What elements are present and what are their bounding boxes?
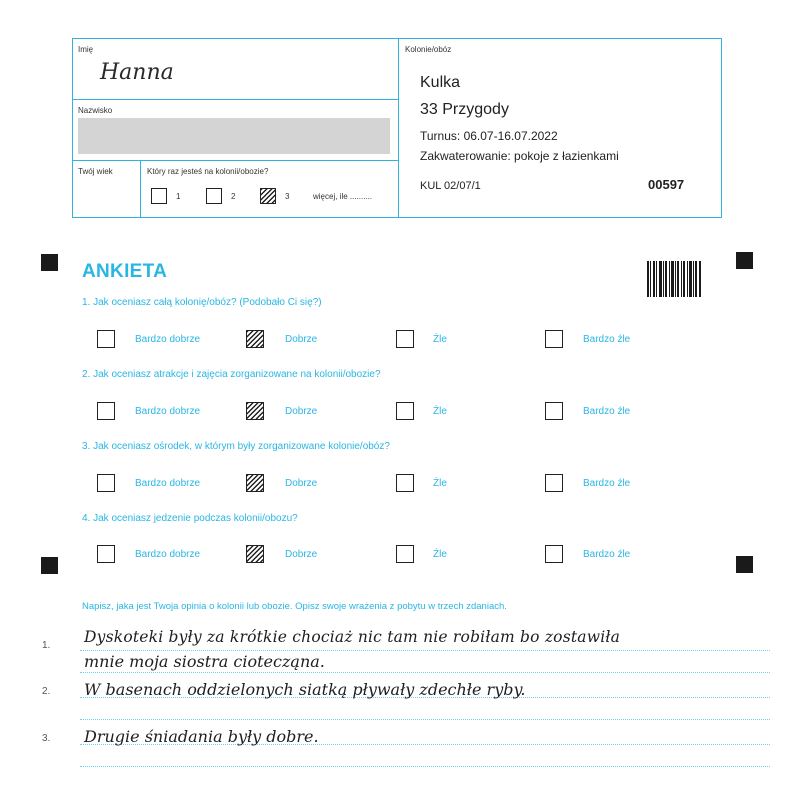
q3-option-bardzo-dobrze[interactable] xyxy=(97,474,115,492)
camp-code: KUL 02/07/1 xyxy=(420,180,481,192)
q2-label-bardzo-zle: Bardzo źle xyxy=(583,406,631,417)
camp-number: 00597 xyxy=(648,177,685,192)
q2-label-dobrze: Dobrze xyxy=(285,406,318,417)
wiek-label: Twój wiek xyxy=(78,167,113,176)
q4-option-dobrze[interactable] xyxy=(246,545,264,563)
line-number-1: 1. xyxy=(42,640,51,651)
nazwisko-redacted xyxy=(78,118,390,154)
header-divider xyxy=(72,160,398,161)
answer-1-line-1[interactable]: Dyskoteki były za krótkie chociaż nic tam nie robiłam bo zostawiła xyxy=(84,628,621,646)
line-number-2: 2. xyxy=(42,686,51,697)
ktory-raz-option-1: 1 xyxy=(176,192,181,201)
header-divider xyxy=(140,160,141,218)
header-divider xyxy=(72,99,398,100)
imie-value[interactable]: Hanna xyxy=(100,60,174,85)
survey-title: ANKIETA xyxy=(82,261,168,282)
q1-option-zle[interactable] xyxy=(396,330,414,348)
q2-option-bardzo-dobrze[interactable] xyxy=(97,402,115,420)
q4-option-bardzo-dobrze[interactable] xyxy=(97,545,115,563)
ktory-raz-checkbox-2[interactable] xyxy=(206,188,222,204)
answer-1-line-2[interactable]: mnie moja siostra ciotecząna. xyxy=(84,652,325,671)
registration-marker xyxy=(41,557,58,574)
q2-option-dobrze[interactable] xyxy=(246,402,264,420)
question-3-text: 3. Jak oceniasz ośrodek, w którym były zorganizowane kolonie/obóz? xyxy=(82,441,390,452)
answer-line xyxy=(80,650,770,651)
wiecej-label: więcej, ile .......... xyxy=(313,192,373,201)
q2-label-bardzo-dobrze: Bardzo dobrze xyxy=(135,406,201,417)
q1-label-zle: Źle xyxy=(433,334,447,345)
kolonie-label: Kolonie/obóz xyxy=(405,45,452,54)
camp-subtitle: 33 Przygody xyxy=(420,101,509,118)
nazwisko-label: Nazwisko xyxy=(78,106,113,115)
q3-label-bardzo-dobrze: Bardzo dobrze xyxy=(135,478,201,489)
line-number-3: 3. xyxy=(42,733,51,744)
q4-label-zle: Źle xyxy=(433,549,447,560)
q1-option-dobrze[interactable] xyxy=(246,330,264,348)
question-2-text: 2. Jak oceniasz atrakcje i zajęcia zorganizowane na kolonii/obozie? xyxy=(82,369,381,380)
ktory-raz-label: Który raz jesteś na kolonii/obozie? xyxy=(147,167,269,176)
q3-option-dobrze[interactable] xyxy=(246,474,264,492)
q2-option-zle[interactable] xyxy=(396,402,414,420)
q2-option-bardzo-zle[interactable] xyxy=(545,402,563,420)
q4-option-zle[interactable] xyxy=(396,545,414,563)
q1-option-bardzo-dobrze[interactable] xyxy=(97,330,115,348)
q2-label-zle: Źle xyxy=(433,406,447,417)
q1-option-bardzo-zle[interactable] xyxy=(545,330,563,348)
barcode-icon xyxy=(647,261,701,297)
answer-3[interactable]: Drugie śniadania były dobre. xyxy=(84,727,319,746)
ktory-raz-option-3: 3 xyxy=(285,192,290,201)
registration-marker xyxy=(736,252,753,269)
camp-zakwaterowanie: Zakwaterowanie: pokoje z łazienkami xyxy=(420,149,619,163)
q3-label-zle: Źle xyxy=(433,478,447,489)
q1-label-dobrze: Dobrze xyxy=(285,334,318,345)
question-1-text: 1. Jak oceniasz całą kolonię/obóz? (Podobało Ci się?) xyxy=(82,297,322,308)
answer-line xyxy=(80,672,770,673)
ktory-raz-option-2: 2 xyxy=(231,192,236,201)
q1-label-bardzo-dobrze: Bardzo dobrze xyxy=(135,334,201,345)
answer-line xyxy=(80,719,770,720)
q3-label-dobrze: Dobrze xyxy=(285,478,318,489)
q4-label-bardzo-dobrze: Bardzo dobrze xyxy=(135,549,201,560)
camp-turnus: Turnus: 06.07-16.07.2022 xyxy=(420,129,558,143)
answer-2[interactable]: W basenach oddzielonych siatką pływały zdechłe ryby. xyxy=(84,680,526,699)
q4-option-bardzo-zle[interactable] xyxy=(545,545,563,563)
camp-name: Kulka xyxy=(420,74,461,91)
registration-marker xyxy=(41,254,58,271)
q3-label-bardzo-zle: Bardzo źle xyxy=(583,478,631,489)
q4-label-bardzo-zle: Bardzo źle xyxy=(583,549,631,560)
answer-line xyxy=(80,766,770,767)
ktory-raz-checkbox-1[interactable] xyxy=(151,188,167,204)
ktory-raz-checkbox-3[interactable] xyxy=(260,188,276,204)
q3-option-zle[interactable] xyxy=(396,474,414,492)
q3-option-bardzo-zle[interactable] xyxy=(545,474,563,492)
header-divider xyxy=(398,38,399,218)
q1-label-bardzo-zle: Bardzo źle xyxy=(583,334,631,345)
question-4-text: 4. Jak oceniasz jedzenie podczas kolonii/obozu? xyxy=(82,513,298,524)
q4-label-dobrze: Dobrze xyxy=(285,549,318,560)
registration-marker xyxy=(736,556,753,573)
opinion-prompt: Napisz, jaka jest Twoja opinia o kolonii lub obozie. Opisz swoje wrażenia z pobytu w trzech zdaniach. xyxy=(82,601,507,612)
imie-label: Imię xyxy=(78,45,94,54)
